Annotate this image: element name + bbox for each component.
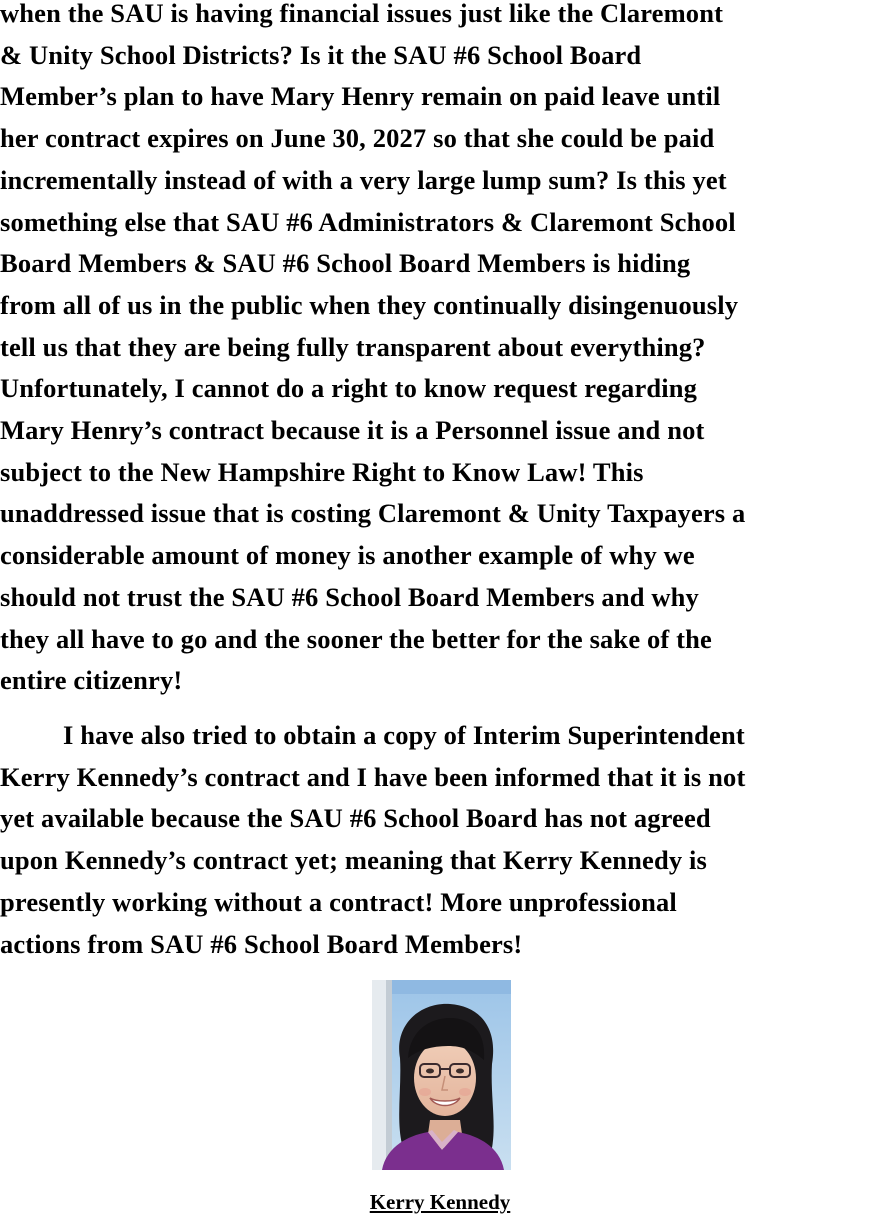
body-paragraph-2 xyxy=(0,715,880,965)
text-line: something else that SAU #6 Administrators & Claremont School xyxy=(0,206,736,237)
text-line: subject to the New Hampshire Right to Know Law! This xyxy=(0,456,644,487)
text-line: I have also tried to obtain a copy of Interim Superintendent xyxy=(63,720,745,750)
text-line: actions from SAU #6 School Board Members! xyxy=(0,928,523,959)
text-line: presently working without a contract! More unprofessional xyxy=(0,886,677,917)
text-line: they all have to go and the sooner the better for the sake of the xyxy=(0,623,712,654)
text-line: considerable amount of money is another example of why we xyxy=(0,540,695,571)
text-line: entire citizenry! xyxy=(0,665,183,696)
text-line: Member’s plan to have Mary Henry remain on paid leave until xyxy=(0,81,721,112)
text-line: from all of us in the public when they continually disingenuously xyxy=(0,289,739,320)
text-line: Board Members & SAU #6 School Board Members is hiding xyxy=(0,248,691,279)
text-line: should not trust the SAU #6 School Board Members and why xyxy=(0,581,699,612)
text-line: unaddressed issue that is costing Claremont & Unity Taxpayers a xyxy=(0,498,746,529)
text-line: her contract expires on June 30, 2027 so that she could be paid xyxy=(0,123,715,154)
photo-caption: Kerry Kennedy xyxy=(369,1190,511,1214)
text-line: & Unity School Districts? Is it the SAU #6 School Board xyxy=(0,39,642,70)
text-line: when the SAU is having financial issues just like the Claremont xyxy=(0,0,724,28)
text-line: Unfortunately, I cannot do a right to know request regarding xyxy=(0,373,698,404)
text-line: Kerry Kennedy’s contract and I have been informed that it is not xyxy=(0,761,746,792)
text-line: upon Kennedy’s contract yet; meaning that Kerry Kennedy is xyxy=(0,845,707,876)
text-line: tell us that they are being fully transparent about everything? xyxy=(0,331,706,362)
portrait-photo xyxy=(372,980,511,1170)
text-line: incrementally instead of with a very large lump sum? Is this yet xyxy=(0,164,727,195)
text-line: Mary Henry’s contract because it is a Personnel issue and not xyxy=(0,415,705,446)
text-line: yet available because the SAU #6 School Board has not agreed xyxy=(0,803,711,834)
